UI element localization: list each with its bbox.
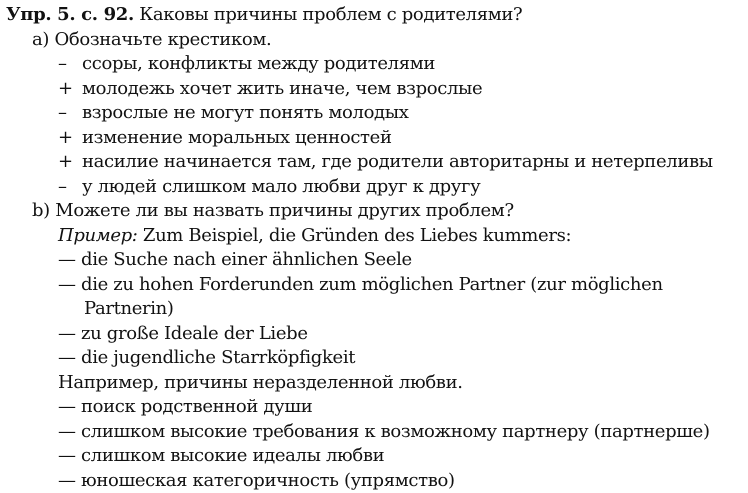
part-a-text: Обозначьте крестиком. [54,29,271,50]
item-text: молодежь хочет жить иначе, чем взрослые [82,78,482,99]
german-list-item: — die jugendliche Starrköpfigkeit [0,346,748,371]
translation-intro: Например, причины неразделенной любви. [0,371,748,396]
list-item [0,126,748,151]
part-b-text: Можете ли вы назвать причины других проблем? [55,200,514,221]
part-a-instruction [0,28,748,53]
item-text: ссоры, конфликты между родителями [82,53,435,74]
german-list-item-continuation: Partnerin) [0,297,748,322]
example-label: Пример: [58,225,138,246]
exercise-heading [0,3,748,28]
russian-list-item: — слишком высокие требования к возможному партнеру (партнерше) [0,420,748,445]
german-list-item: — die zu hohen Forderunden zum möglichen Partner (zur möglichen [0,273,748,298]
item-text: взрослые не могут понять молодых [82,102,409,123]
example-intro-text: Zum Beispiel, die Gründen des Liebes kummers: [143,225,571,246]
part-b-label: b) [32,200,50,221]
list-item [0,52,748,77]
part-a-label: a) [32,29,49,50]
exercise-question: Каковы причины проблем с родителями? [139,4,522,25]
item-text: изменение моральных ценностей [82,127,392,148]
part-b-question [0,199,748,224]
example-intro [0,224,748,249]
list-item [0,77,748,102]
russian-list-item: — слишком высокие идеалы любви [0,444,748,469]
item-marker: + [58,126,82,151]
item-marker: – [58,175,82,200]
german-list-item: — die Suche nach einer ähnlichen Seele [0,248,748,273]
russian-list-item: — юношеская категоричность (упрямство) [0,469,748,493]
item-marker: + [58,150,82,175]
item-marker: + [58,77,82,102]
item-marker: – [58,101,82,126]
german-list-item: — zu große Ideale der Liebe [0,322,748,347]
list-item [0,101,748,126]
item-text: у людей слишком мало любви друг к другу [82,176,480,197]
exercise-number: Упр. 5. с. 92. [6,4,134,25]
list-item [0,150,748,175]
item-marker: – [58,52,82,77]
item-text: насилие начинается там, где родители авторитарны и нетерпеливы [82,151,713,172]
russian-list-item: — поиск родственной души [0,395,748,420]
list-item [0,175,748,200]
